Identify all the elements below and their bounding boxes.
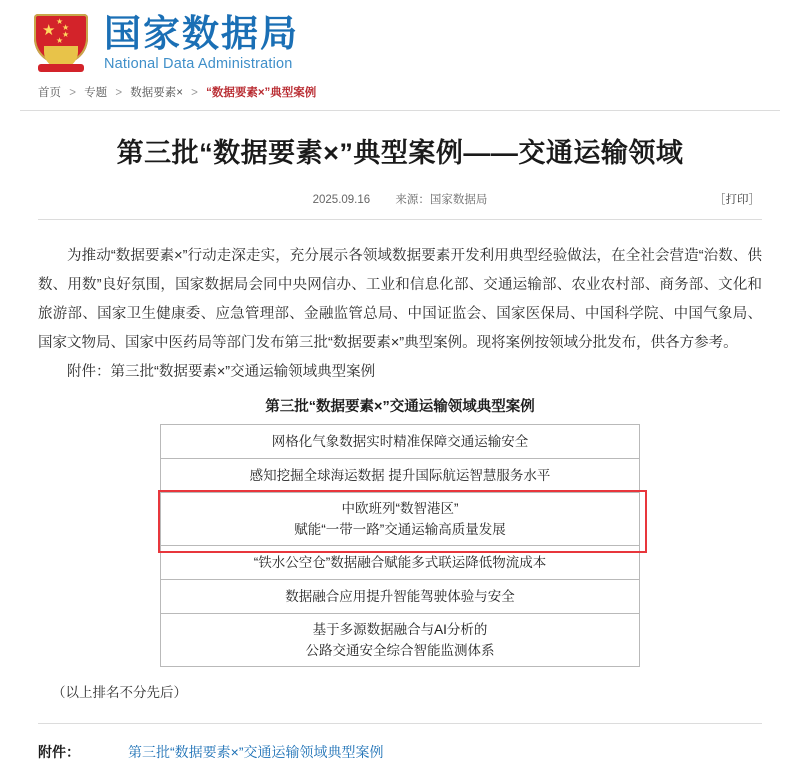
meta-divider <box>38 219 762 220</box>
table-row <box>161 459 640 493</box>
case-table <box>160 424 640 667</box>
header-divider <box>20 110 780 111</box>
article-paragraph-1: 为推动“数据要素×”行动走深走实，充分展示各领域数据要素开发利用典型经验做法，在全社会营造“治数、供数、用数”良好氛围，国家数据局会同中央网信办、工业和信息化部、交通运输部、农业农村部、商务部、文化和旅游部、国家卫生健康委、应急管理部、金融监管总局、中国证监会、国家医保局、中国科学院、中国气象局、国家文物局、国家中医药局等部门发布第三批“数据要素×”典型案例。现将案例按领域分批发布，供各方参考。 <box>38 248 762 351</box>
breadcrumb-item-data-element[interactable]: 数据要素× <box>130 87 183 99</box>
org-name-cn: 国家数据局 <box>104 13 299 54</box>
table-row <box>161 425 640 459</box>
breadcrumb <box>0 80 800 108</box>
article <box>0 133 800 762</box>
breadcrumb-separator: > <box>115 87 123 99</box>
case-table-title: 第三批“数据要素×”交通运输领域典型案例 <box>265 399 535 415</box>
case-cell-3 <box>161 493 640 546</box>
breadcrumb-item-home[interactable]: 首页 <box>38 87 61 99</box>
ranking-note: （以上排名不分先后） <box>52 685 187 700</box>
org-title-block <box>104 13 299 73</box>
case-cell-6-line-2: 公路交通安全综合智能监测体系 <box>305 643 495 658</box>
breadcrumb-item-current: “数据要素×”典型案例 <box>206 87 317 99</box>
attachment-label: 附件： <box>38 744 80 760</box>
case-cell-6 <box>161 614 640 667</box>
article-body <box>38 242 762 387</box>
breadcrumb-separator: > <box>69 87 76 99</box>
case-cell-2: 感知挖掘全球海运数据 提升国际航运智慧服务水平 <box>161 459 640 493</box>
case-cell-1: 网格化气象数据实时精准保障交通运输安全 <box>161 425 640 459</box>
breadcrumb-separator: > <box>191 87 198 99</box>
attachment-link[interactable]: 第三批“数据要素×”交通运输领域典型案例 <box>128 744 384 760</box>
table-row <box>161 580 640 614</box>
publish-date: 2025.09.16 <box>312 194 371 206</box>
table-row-highlighted <box>161 493 640 546</box>
org-name-en: National Data Administration <box>104 56 293 72</box>
case-cell-4: “铁水公空仓”数据融合赋能多式联运降低物流成本 <box>161 546 640 580</box>
breadcrumb-item-topic[interactable]: 专题 <box>84 87 108 99</box>
attachment-divider <box>38 723 762 724</box>
article-meta <box>38 191 762 209</box>
table-row <box>161 546 640 580</box>
case-cell-3-line-1: 中欧班列“数智港区” <box>341 501 459 516</box>
page-title: 第三批“数据要素×”典型案例——交通运输领域 <box>116 138 684 168</box>
article-paragraph-2: 附件：第三批“数据要素×”交通运输领域典型案例 <box>67 364 376 380</box>
case-cell-5: 数据融合应用提升智能驾驶体验与安全 <box>161 580 640 614</box>
article-source: 来源：国家数据局 <box>395 194 488 206</box>
national-emblem-icon: ★ ★ ★ ★ ★ <box>30 12 92 74</box>
site-header <box>0 0 800 80</box>
attachment-row <box>38 742 762 762</box>
case-cell-6-line-1: 基于多源数据融合与AI分析的 <box>312 622 488 637</box>
case-cell-3-line-2: 赋能“一带一路”交通运输高质量发展 <box>294 522 506 537</box>
print-button[interactable]: ［打印］ <box>714 194 760 206</box>
table-row <box>161 614 640 667</box>
